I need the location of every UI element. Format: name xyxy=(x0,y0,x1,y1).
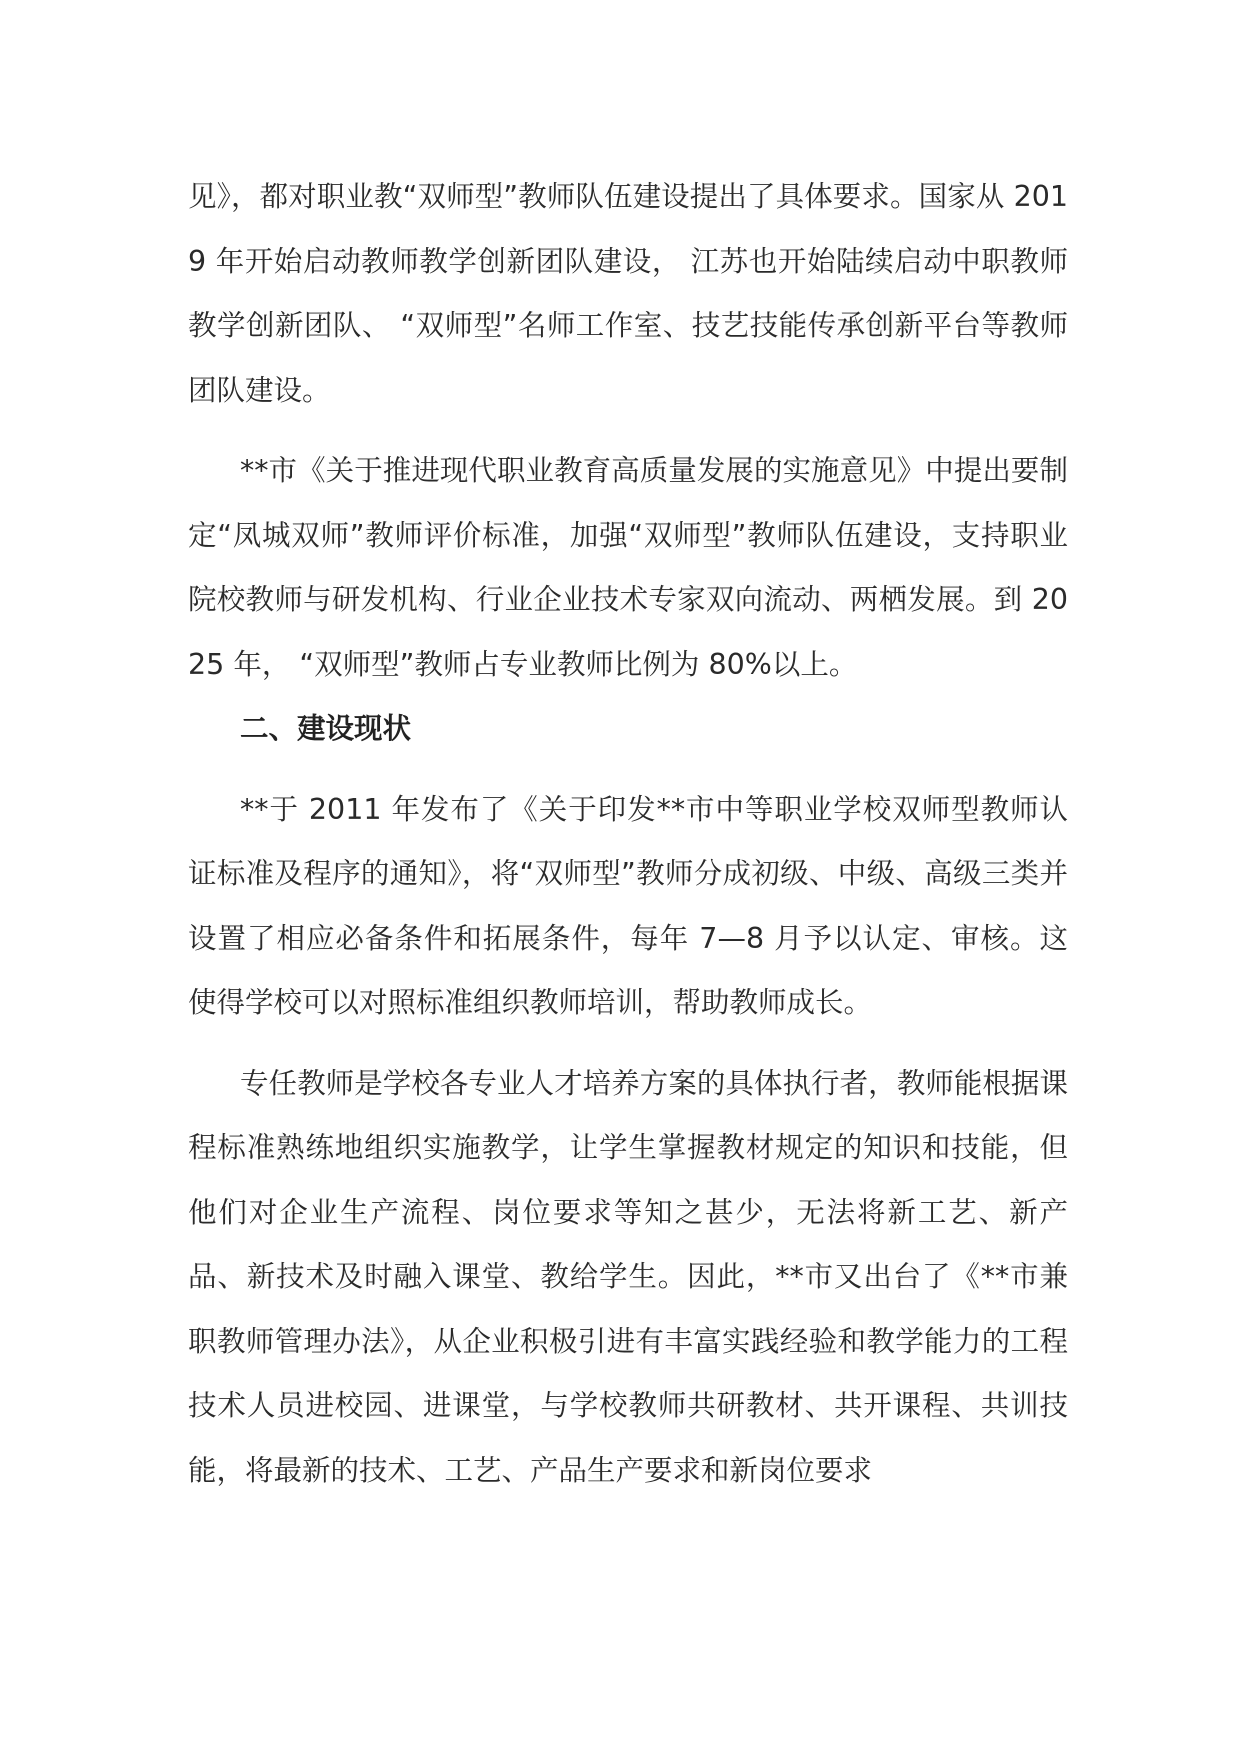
paragraph-city-implementation: **市《关于推进现代职业教育高质量发展的实施意见》中提出要制定“凤城双师”教师评价标准，加强“双师型”教师队伍建设，支持职业院校教师与研发机构、行业企业技术专家双向流动、两栖发展。到 2025 年， “双师型”教师占专业教师比例为 80%以上。 xyxy=(188,454,1068,681)
paragraph-full-time-teachers: 专任教师是学校各专业人才培养方案的具体执行者，教师能根据课程标准熟练地组织实施教学，让学生掌握教材规定的知识和技能，但他们对企业生产流程、岗位要求等知之甚少，无法将新工艺、新产品、新技术及时融入课堂、教给学生。因此，**市又出台了《**市兼职教师管理办法》，从企业积极引进有丰富实践经验和教学能力的工程技术人员进校园、进课堂，与学校教师共研教材、共开课程、共训技能，将最新的技术、工艺、产品生产要求和新岗位要求 xyxy=(188,1066,1068,1487)
section-heading-current-status: 二、建设现状 xyxy=(240,712,412,745)
paragraph-certification-standard: **于 2011 年发布了《关于印发**市中等职业学校双师型教师认证标准及程序的通知》，将“双师型”教师分成初级、中级、高级三类并设置了相应必备条件和拓展条件，每年 7—8 月予以认定、审核。这使得学校可以对照标准组织教师培训，帮助教师成长。 xyxy=(188,792,1068,1019)
document-page xyxy=(188,165,1068,1503)
paragraph-policy-requirements: 见》，都对职业教“双师型”教师队伍建设提出了具体要求。国家从 2019 年开始启动教师教学创新团队建设， 江苏也开始陆续启动中职教师教学创新团队、 “双师型”名师工作室、技艺技能传承创新平台等教师团队建设。 xyxy=(188,180,1068,407)
